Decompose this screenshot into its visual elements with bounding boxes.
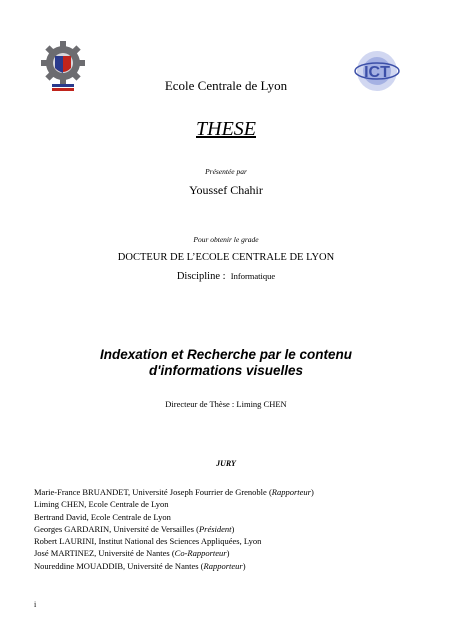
thesis-heading: THESE bbox=[196, 118, 256, 140]
degree-name: DOCTEUR DE L’ECOLE CENTRALE DE LYON bbox=[117, 252, 335, 263]
presented-by-label: Présentée par bbox=[205, 167, 247, 176]
institution-name: Ecole Centrale de Lyon bbox=[164, 78, 288, 93]
discipline-label: Discipline : bbox=[176, 271, 226, 282]
page-number: i bbox=[34, 600, 37, 609]
jury-member: Marie-France BRUANDET, Université Joseph Fourrier de Grenoble (Rapporteur) bbox=[34, 487, 314, 497]
svg-text:ICT: ICT bbox=[364, 64, 390, 81]
jury-member: Liming CHEN, Ecole Centrale de Lyon bbox=[34, 499, 169, 510]
author-name: Youssef Chahir bbox=[189, 183, 263, 197]
degree-intro-label: Pour obtenir le grade bbox=[193, 235, 259, 244]
discipline-value: Informatique bbox=[230, 271, 276, 281]
thesis-title-line-1: Indexation et Recherche par le contenu bbox=[99, 347, 353, 362]
jury-member: Robert LAURINI, Institut National des Sciences Appliquées, Lyon bbox=[34, 536, 262, 547]
discipline bbox=[0, 271, 452, 282]
thesis-director: Directeur de Thèse : Liming CHEN bbox=[165, 399, 287, 409]
jury-member: Bertrand David, Ecole Centrale de Lyon bbox=[34, 511, 171, 522]
jury-member: Noureddine MOUADDIB, Université de Nantes (Rapporteur) bbox=[34, 560, 246, 571]
thesis-title-line-2: d'informations visuelles bbox=[149, 363, 303, 378]
jury-member: José MARTINEZ, Université de Nantes (Co-Rapporteur) bbox=[34, 548, 230, 559]
jury-member: Georges GARDARIN, Université de Versailles (Président) bbox=[34, 523, 235, 534]
jury-heading: JURY bbox=[216, 459, 236, 468]
jury-list bbox=[34, 486, 314, 572]
